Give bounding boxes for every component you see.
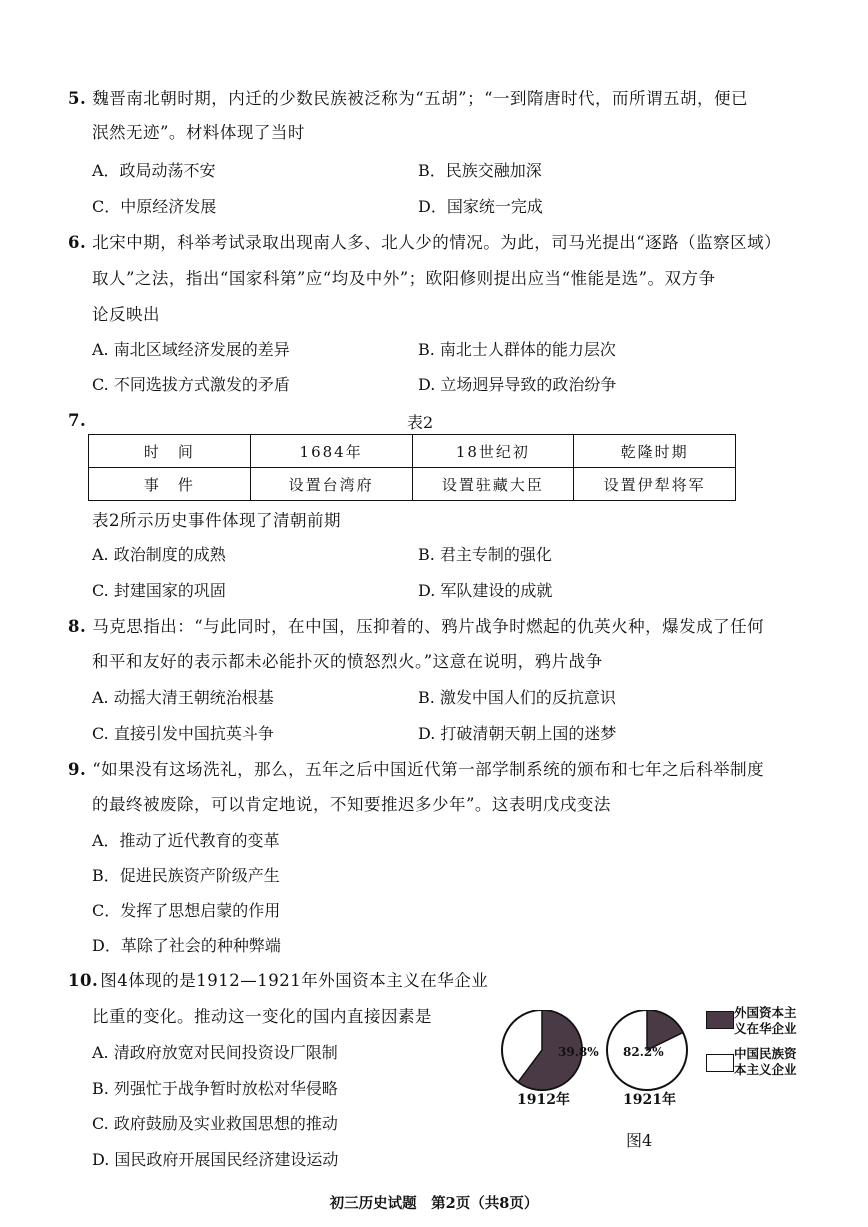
q10-stem-line2: 比重的变化。推动这一变化的国内直接因素是 — [92, 1007, 432, 1026]
table-cell: 1684年 — [250, 435, 412, 468]
q10-option-c: C. 政府鼓励及实业救国思想的推动 — [92, 1114, 338, 1133]
page-footer: 初三历史试题 第2页（共8页） — [329, 1195, 539, 1212]
q8-stem-line1: 8. 马克思指出：“与此同时，在中国，压抑着的、鸦片战争时燃起的仇英火种，爆发成了任何 — [68, 617, 765, 636]
table-cell: 事 件 — [89, 468, 251, 501]
q8-option-a: A. 动摇大清王朝统治根基 — [92, 688, 274, 707]
q9-stem-line2: 的最终被废除，可以肯定地说，不知要推迟多少年”。这表明戊戌变法 — [92, 795, 611, 814]
q6-stem-line2: 取人”之法，指出“国家科第”应“均及中外”；欧阳修则提出应当“惟能是选”。双方争 — [92, 269, 716, 288]
table-row — [89, 435, 736, 468]
q5-option-a: A．政局动荡不安 — [92, 161, 216, 180]
table-cell: 时 间 — [89, 435, 251, 468]
legend-swatch-domestic — [706, 1054, 734, 1072]
q5-option-c: C．中原经济发展 — [92, 197, 217, 216]
q5-stem-line1: 5. 魏晋南北朝时期，内迁的少数民族被泛称为“五胡”；“一到隋唐时代，而所谓五胡，便已 — [68, 89, 749, 108]
table-cell: 设置伊犁将军 — [574, 468, 736, 501]
q9-option-d: D．革除了社会的种种弊端 — [92, 936, 281, 955]
q7-option-b: B. 君主专制的强化 — [418, 545, 552, 564]
table-cell: 18世纪初 — [412, 435, 574, 468]
q10-option-a: A. 清政府放宽对民间投资设厂限制 — [92, 1043, 338, 1062]
q7-stem: 表2所示历史事件体现了清朝前期 — [92, 511, 341, 530]
q7-option-c: C. 封建国家的巩固 — [92, 581, 226, 600]
table-cell: 设置台湾府 — [250, 468, 412, 501]
q8-option-b: B. 激发中国人们的反抗意识 — [418, 688, 616, 707]
q7-table — [88, 434, 736, 501]
q6-option-a: A. 南北区域经济发展的差异 — [92, 340, 290, 359]
q8-stem-line2: 和平和友好的表示都未必能扑灭的愤怒烈火。”这意在说明，鸦片战争 — [92, 652, 603, 671]
q9-option-a: A．推动了近代教育的变革 — [92, 831, 280, 850]
table-row — [89, 468, 736, 501]
q10-stem-line1: 10. 图4体现的是1912—1921年外国资本主义在华企业 — [68, 971, 489, 990]
q9-stem-line1: 9. “如果没有这场洗礼，那么，五年之后中国近代第一部学制系统的颁布和七年之后科举制度 — [68, 760, 765, 779]
q8-option-d: D. 打破清朝天朝上国的迷梦 — [418, 724, 617, 743]
q6-option-b: B. 南北士人群体的能力层次 — [418, 340, 616, 359]
table-cell: 设置驻藏大臣 — [412, 468, 574, 501]
q7-table-title: 表2 — [407, 413, 434, 432]
legend-swatch-foreign — [706, 1011, 734, 1029]
q7-option-d: D. 军队建设的成就 — [418, 581, 553, 600]
q10-option-b: B. 列强忙于战争暂时放松对华侵略 — [92, 1079, 338, 1098]
q7-option-a: A. 政治制度的成熟 — [92, 545, 226, 564]
pie-1921-label: 1921年 — [623, 1092, 676, 1108]
pie-percent-label-1912年: 39.8% — [558, 1045, 599, 1059]
q5-stem-line2: 泯然无迹”。材料体现了当时 — [92, 123, 305, 142]
table-cell: 乾隆时期 — [574, 435, 736, 468]
q9-option-c: C．发挥了思想启蒙的作用 — [92, 901, 281, 920]
q6-stem-line1: 6. 北宋中期，科举考试录取出现南人多、北人少的情况。为此，司马光提出“逐路（监察区域） — [68, 233, 782, 252]
legend-label-foreign: 外国资本主 义在华企业 — [734, 1005, 797, 1036]
q9-option-b: B．促进民族资产阶级产生 — [92, 866, 280, 885]
q5-option-b: B．民族交融加深 — [418, 161, 542, 180]
q6-option-c: C. 不同选拔方式激发的矛盾 — [92, 375, 290, 394]
q6-stem-line3: 论反映出 — [92, 305, 160, 324]
q5-option-d: D．国家统一完成 — [418, 197, 543, 216]
legend-label-domestic: 中国民族资 本主义企业 — [734, 1046, 797, 1077]
q7-number: 7. — [68, 411, 87, 430]
pie-1912-label: 1912年 — [517, 1092, 570, 1108]
pie-percent-label-1921年: 82.2% — [623, 1045, 664, 1059]
q10-option-d: D. 国民政府开展国民经济建设运动 — [92, 1150, 339, 1169]
q8-option-c: C. 直接引发中国抗英斗争 — [92, 724, 274, 743]
q6-option-d: D. 立场迥异导致的政治纷争 — [418, 375, 617, 394]
figure-4-caption: 图4 — [626, 1131, 653, 1150]
